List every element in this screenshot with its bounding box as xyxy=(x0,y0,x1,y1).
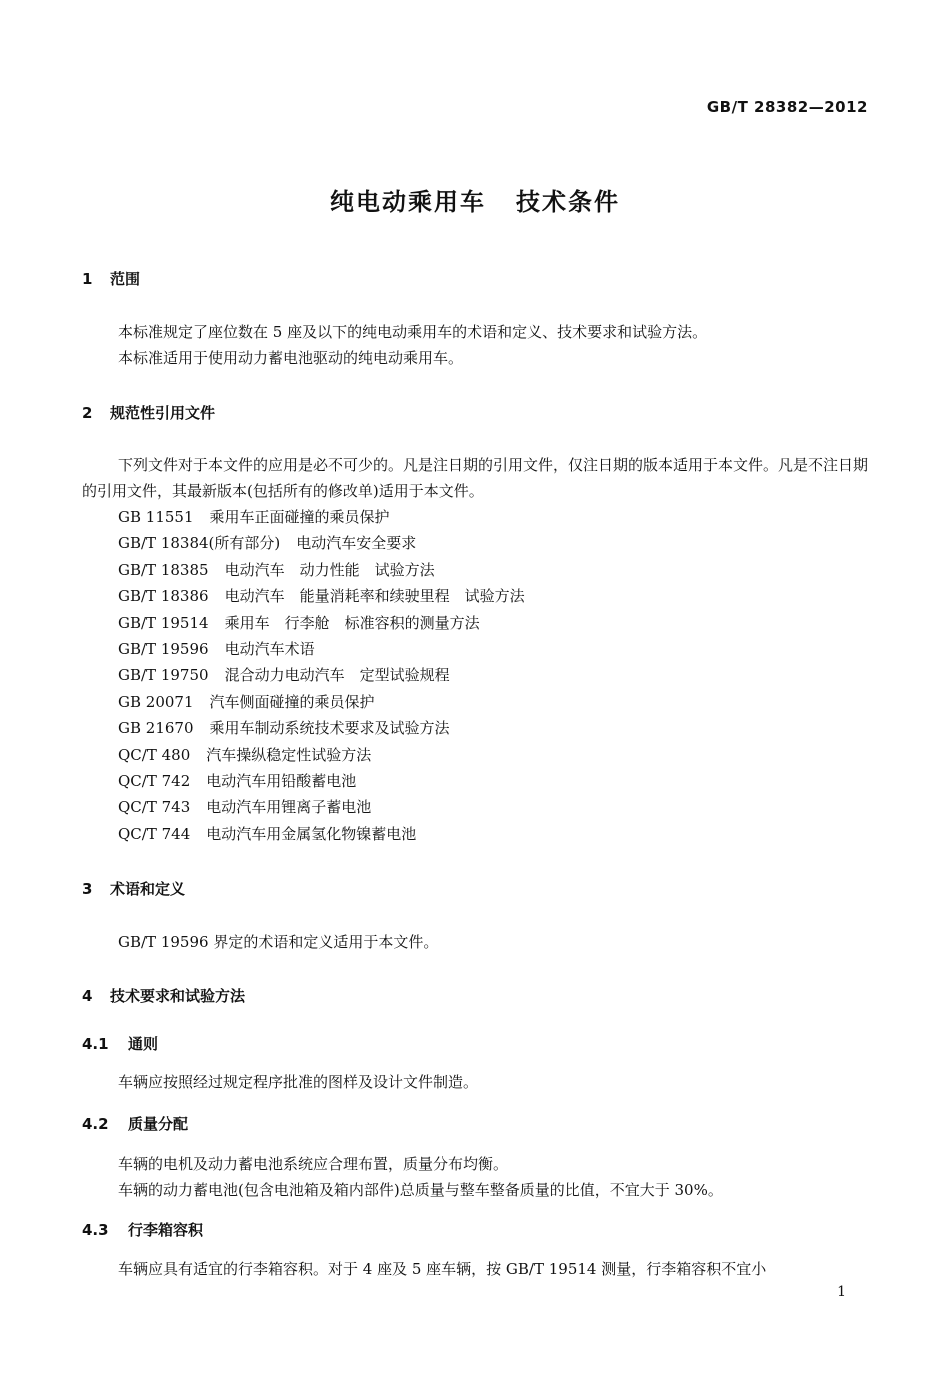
section-title: 质量分配 xyxy=(128,1115,189,1133)
section-number: 4.2 xyxy=(82,1115,109,1133)
reference-item xyxy=(118,794,525,820)
reference-title: 乘用车 行李舱 标准容积的测量方法 xyxy=(224,613,480,632)
reference-code: GB 21670 xyxy=(118,719,194,738)
section-title: 术语和定义 xyxy=(110,880,186,898)
reference-title: 汽车操纵稳定性试验方法 xyxy=(206,745,372,764)
section-2-paragraph-1: 下列文件对于本文件的应用是必不可少的。凡是注日期的引用文件，仅注日期的版本适用于本文件。凡是不注日期的引用文件，其最新版本(包括所有的修改单)适用于本文件。 xyxy=(82,456,869,500)
reference-item xyxy=(118,636,525,662)
section-4-2-heading xyxy=(82,1113,188,1134)
reference-item xyxy=(118,742,525,768)
section-4-3-heading xyxy=(82,1219,203,1240)
reference-title: 电动汽车用铅酸蓄电池 xyxy=(206,771,357,790)
section-4-2-paragraph-2: 车辆的动力蓄电池(包含电池箱及箱内部件)总质量与整车整备质量的比值，不宜大于 30%。 xyxy=(118,1181,723,1199)
reference-code: QC/T 742 xyxy=(118,771,191,790)
reference-item xyxy=(118,689,525,715)
section-1-paragraph-2: 本标准适用于使用动力蓄电池驱动的纯电动乘用车。 xyxy=(118,349,464,367)
normative-references-list xyxy=(118,504,525,847)
section-number: 4.1 xyxy=(82,1035,109,1053)
reference-title: 电动汽车术语 xyxy=(224,639,315,658)
reference-title: 乘用车正面碰撞的乘员保护 xyxy=(209,508,390,526)
reference-code: GB 11551 xyxy=(118,508,194,526)
section-title: 行李箱容积 xyxy=(128,1221,204,1239)
section-4-2-paragraph-1: 车辆的电机及动力蓄电池系统应合理布置，质量分布均衡。 xyxy=(118,1155,509,1173)
section-1-paragraph-1: 本标准规定了座位数在 5 座及以下的纯电动乘用车的术语和定义、技术要求和试验方法。 xyxy=(118,323,708,341)
section-4-3-paragraph-1: 车辆应具有适宜的行李箱容积。对于 4 座及 5 座车辆，按 GB/T 19514 测量，行李箱容积不宜小 xyxy=(118,1260,767,1278)
section-title: 规范性引用文件 xyxy=(110,404,216,422)
reference-code: GB/T 18385 xyxy=(118,560,209,579)
reference-code: QC/T 743 xyxy=(118,798,191,817)
reference-title: 乘用车制动系统技术要求及试验方法 xyxy=(209,719,450,738)
reference-code: GB/T 19596 xyxy=(118,639,209,658)
reference-title: 电动汽车 能量消耗率和续驶里程 试验方法 xyxy=(224,587,525,606)
section-4-heading xyxy=(82,985,245,1006)
reference-code: QC/T 744 xyxy=(118,824,191,843)
reference-code: GB/T 18384(所有部分) xyxy=(118,534,281,553)
reference-code: GB/T 19514 xyxy=(118,613,209,632)
section-4-1-paragraph-1: 车辆应按照经过规定程序批准的图样及设计文件制造。 xyxy=(118,1073,479,1091)
reference-item xyxy=(118,768,525,794)
reference-item xyxy=(118,530,525,556)
reference-title: 电动汽车用锂离子蓄电池 xyxy=(206,798,372,817)
section-number: 4 xyxy=(82,987,93,1005)
section-3-paragraph-1: GB/T 19596 界定的术语和定义适用于本文件。 xyxy=(118,933,439,951)
reference-title: 电动汽车安全要求 xyxy=(296,534,417,553)
title-part-1: 纯电动乘用车 xyxy=(330,188,486,216)
section-number: 1 xyxy=(82,270,93,288)
reference-title: 混合动力电动汽车 定型试验规程 xyxy=(224,666,450,685)
section-4-1-heading xyxy=(82,1033,158,1054)
reference-code: GB/T 19750 xyxy=(118,666,209,685)
reference-item xyxy=(118,821,525,847)
section-3-heading xyxy=(82,878,185,899)
reference-item xyxy=(118,662,525,688)
reference-code: GB/T 18386 xyxy=(118,587,209,606)
reference-title: 电动汽车用金属氢化物镍蓄电池 xyxy=(206,824,417,843)
reference-item xyxy=(118,715,525,741)
section-number: 2 xyxy=(82,404,93,422)
reference-title: 汽车侧面碰撞的乘员保护 xyxy=(209,692,375,711)
reference-item xyxy=(118,610,525,636)
title-part-2: 技术条件 xyxy=(516,188,620,216)
section-title: 通则 xyxy=(128,1035,159,1053)
reference-item xyxy=(118,583,525,609)
reference-title: 电动汽车 动力性能 试验方法 xyxy=(224,560,435,579)
section-title: 技术要求和试验方法 xyxy=(110,987,246,1005)
page-number: 1 xyxy=(837,1284,846,1300)
reference-item xyxy=(118,557,525,583)
reference-code: GB 20071 xyxy=(118,692,194,711)
section-number: 3 xyxy=(82,880,93,898)
document-title xyxy=(0,182,950,217)
reference-code: QC/T 480 xyxy=(118,745,191,764)
section-title: 范围 xyxy=(110,270,141,288)
section-2-heading xyxy=(82,402,215,423)
section-1-heading xyxy=(82,268,140,289)
standard-code: GB/T 28382—2012 xyxy=(706,98,868,116)
section-number: 4.3 xyxy=(82,1221,109,1239)
reference-item xyxy=(118,504,525,530)
